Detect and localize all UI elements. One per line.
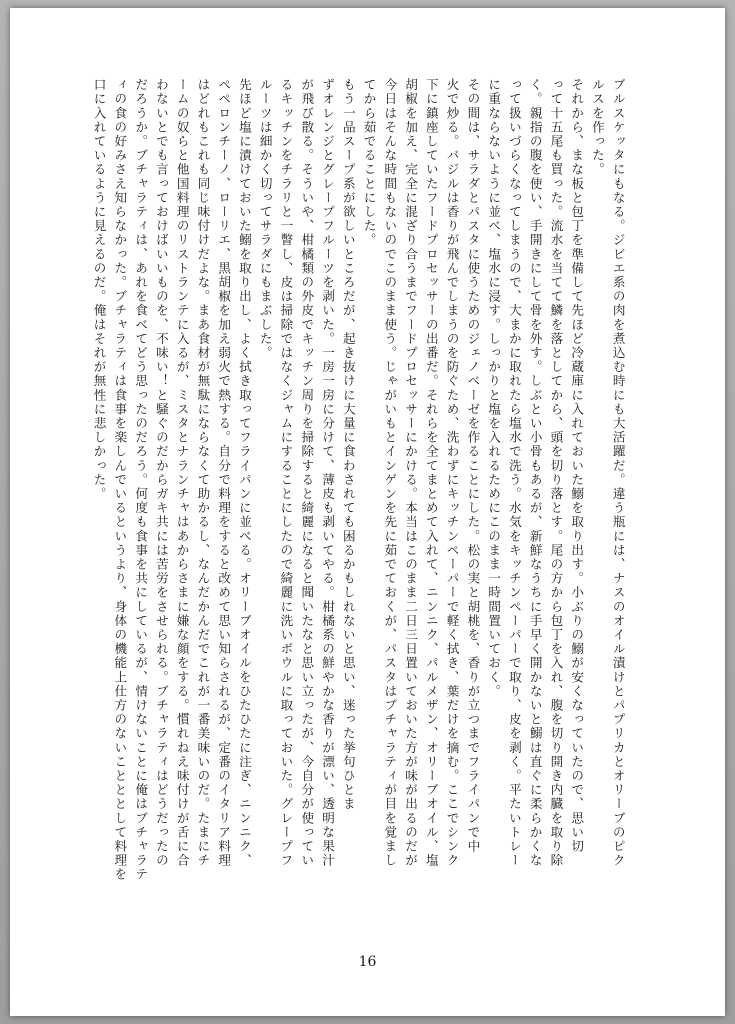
text-column: それから、まな板と包丁を準備して先ほど冷蔵庫に入れておいた鰯を取り出す。小ぶりの鰯が安くなっていたので、思い切 xyxy=(569,78,585,854)
text-column: はどれもこれも同じ味付けだよな。まあ食材が無駄にならなくて助かるし、なんだかんだでこれが一番美味いのだ。たまにチ xyxy=(195,78,211,868)
page-number: 16 xyxy=(358,954,377,970)
text-column: ずオレンジとグレープフルーツを剥いた。一房一房に分けて、薄皮も剥いてやる。柑橘系の鮮やかな香りが漂い、透明な果汁 xyxy=(320,78,336,868)
text-column: るキッチンをチラリと一瞥し、皮は掃除ではなくジャムにすることにしたので綺麗に洗いボウルに取っておいた。グレープフ xyxy=(278,78,294,868)
text-column: って扱いづらくなってしまうので、大まかに取れたら塩水で洗う。水気をキッチンペーパーで取り、皮を剥く。平たいトレー xyxy=(506,78,522,868)
text-column: わないとでも言っておけばいいものを、不味い！と騒ぐのだからガキ共には苦労をさせられる。ブチャラティはどうだったの xyxy=(153,78,169,868)
text-column: ームの奴らと他国料理のリストランテに入るが、ミスタとナランチャはあからさまに嫌な顔をする。慣れねえ味付けが舌に合 xyxy=(174,78,190,868)
text-column: 今日はそんな時間もないのでこのまま使う。じゃがいもとインゲンを先に茹でておくが、パスタはブチャラティが目を覚まし xyxy=(382,78,398,868)
text-column: が飛び散る。そういや、柑橘類の外皮でキッチン周りを掃除すると綺麗になると聞いたなと思い立ったが、今自分が使ってい xyxy=(299,78,315,868)
text-column: ィの食の好みさえ知らなかった。ブチャラティは食事を楽しんでいるというより、身体の機能上仕方のないことととして料理を xyxy=(112,78,128,882)
book-page xyxy=(10,8,725,1016)
text-column: ルーツは細かく切ってサラダにもまぶした。 xyxy=(257,78,273,360)
text-column: く。親指の腹を使い、手開きにして骨を外す。しぶとい小骨もあるが、新鮮なうちに手早く開かないと鰯は直ぐに柔らかくな xyxy=(527,78,543,868)
text-column: 下に鎮座していたフードプロセッサーの出番だ。それらを全てまとめて入れて、ニンニク、パルメザン、オリーブオイル、塩 xyxy=(423,78,439,868)
text-column: ブルスケッタにもなる。ジビエ系の肉を煮込む時にも大活躍だ。違う瓶には、ナスのオイル漬けとパプリカとオリーブのピク xyxy=(610,78,626,868)
text-column: ルスを作った。 xyxy=(589,78,605,177)
text-column: 火で炒る。バジルは香りが飛んでしまうのを防ぐため、洗わずにキッチンペーパーで軽く拭き、葉だけを摘む。ここでシンク xyxy=(444,78,460,868)
text-column: もう一品スープ系が欲しいところだが、起き抜けに大量に食わされても困るかもしれないと思い、迷った挙句ひとま xyxy=(340,78,356,812)
text-column: 口に入れているように見えるのだ。俺はそれが無性に悲しかった。 xyxy=(91,78,107,501)
text-column: って十五尾も買った。流水を当てて鱗を落としてから、頭を切り落とす。尾の方から包丁を入れ、腹を切り開き内臓を取り除 xyxy=(548,78,564,868)
text-column: 胡椒を加え、完全に混ざり合うまでフードプロセッサーにかける。本当はこのまま二日三日置いておいた方が味が出るのだが xyxy=(403,78,419,868)
text-column: その間は、サラダとパスタに使うためのジェノベーゼを作ることにした。松の実と胡桃を、香りが立つまでフライパンで中 xyxy=(465,78,481,854)
vertical-text-block xyxy=(92,78,624,938)
text-column: に重ならないように並べ、塩水に浸す。しっかりと塩を入れるためにこのまま一時間置いておく。 xyxy=(486,78,502,699)
text-column: てから茹でることにした。 xyxy=(361,78,377,248)
text-column: だろうか。ブチャラティは、あれを食べてどう思ったのだろう。何度も食事を共にしているが、情けないことに俺はブチャラテ xyxy=(133,78,149,882)
text-column: ペペロンチーノ、ローリエ、黒胡椒を加え弱火で熱する。自分で料理をすると改めて思い知らされるが、定番のイタリア料理 xyxy=(216,78,232,868)
text-column: 先ほど塩に漬けておいた鰯を取り出し、よく拭き取ってフライパンに並べる。オリーブオイルをひたひたに注ぎ、ニンニク、 xyxy=(236,78,252,868)
